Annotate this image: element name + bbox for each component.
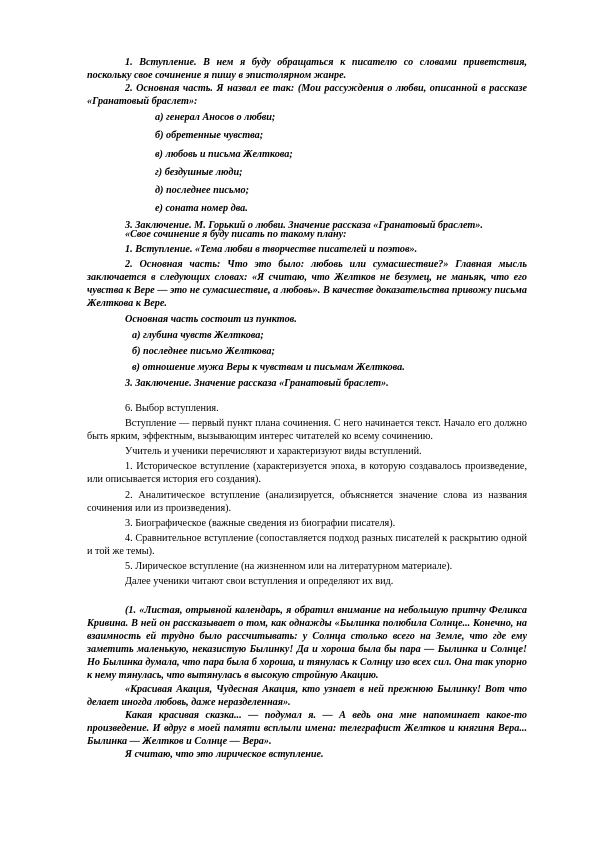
example-paragraph: Какая красивая сказка... — подумал я. — А ведь она мне напоминает какое-то произведение. И вдруг в моей памяти всплыли имена: телеграфист Желтков и княгиня Вера... Былинка — Желтков и Солнце — Вера». [87, 709, 527, 747]
example-paragraph: (1. «Листая, отрывной календарь, я обратил внимание на небольшую притчу Феликса Кривина. В ней он рассказывает о том, как однажды «Былинка полюбила Солнце... Конечно, на взаимность ей трудно было рассчитывать: у Солнца столько всего на Земле, что где ему заметить маленькую, неказистую Былинку! Да и хороша была бы пара — Былинка и Солнце! Но Былинка думала, что пара была б хороша, и тянулась к Солнцу изо всех сил. Она так упорно к нему тянулась, что вытянулась в высокую стройную Акацию. [87, 605, 527, 682]
intro-type-item: 4. Сравнительное вступление (сопоставляется подход разных писателей к раскрытию одной и той же темы). [87, 532, 527, 557]
section-intro-types [87, 402, 527, 588]
plan1-item: г) бездушные люди; [155, 166, 243, 178]
plan2-point-2: 2. Основная часть: Что это было: любовь или сумасшествие?» Главная мысль заключается в следующих словах: «Я считаю, что Желтков не безумец, не маньяк, что его чувства к Вере — это не сумасшествие, а любовь». В качестве доказательства привожу письма Желткова к Вере. [87, 259, 527, 310]
plan1-item: б) обретенные чувства; [155, 130, 264, 142]
intro-type-item: 1. Историческое вступление (характеризуется эпоха, в которую создавалось произведение, или описывается история его создания). [87, 461, 527, 486]
plan2-item: б) последнее письмо Желткова; [132, 345, 275, 357]
plan2-item: а) глубина чувств Желткова; [132, 329, 264, 341]
plan1-conclusion: 3. Заключение. М. Горький о любви. Значение рассказа «Гранатовый браслет». [125, 219, 483, 231]
plan2-subheading: Основная часть состоит из пунктов. [125, 313, 297, 325]
plan1-main-point: 2. Основная часть. Я назвал ее так: (Мои рассуждения о любви, описанной в рассказе «Гранатовый браслет»: [87, 83, 527, 108]
plan-1 [87, 56, 527, 232]
plan-2 [87, 228, 527, 390]
plan1-item: в) любовь и письма Желткова; [155, 148, 293, 160]
plan1-intro-point: 1. Вступление. В нем я буду обращаться к писателю со словами приветствия, поскольку свое сочинение я пишу в эпистолярном жанре. [87, 57, 527, 82]
plan1-item: е) соната номер два. [155, 202, 248, 214]
plan2-point-1: 1. Вступление. «Тема любви в творчестве писателей и поэтов». [125, 244, 418, 256]
section-paragraph: Далее ученики читают свои вступления и определяют их вид. [125, 576, 394, 588]
plan2-item: в) отношение мужа Веры к чувствам и письмам Желткова. [132, 361, 405, 373]
plan2-intro: «Свое сочинение я буду писать по такому плану: [125, 229, 347, 240]
section-heading: 6. Выбор вступления. [125, 403, 219, 414]
section-paragraph: Вступление — первый пункт плана сочинения. С него начинается текст. Начало его должно быть ярким, эффектным, вызывающим интерес читателей ко всему сочинению. [87, 418, 527, 443]
plan2-conclusion: 3. Заключение. Значение рассказа «Гранатовый браслет». [125, 377, 389, 389]
example-conclusion: Я считаю, что это лирическое вступление. [125, 749, 324, 761]
intro-type-item: 2. Аналитическое вступление (анализируется, объясняется значение слова из названия сочинения или из произведения). [87, 489, 527, 514]
example-introduction [87, 604, 527, 761]
example-paragraph: «Красивая Акация, Чудесная Акация, кто узнает в ней прежнюю Былинку! Вот что делает иногда любовь, даже неразделенная». [87, 683, 527, 708]
intro-type-item: 3. Биографическое (важные сведения из биографии писателя). [125, 517, 396, 529]
section-paragraph: Учитель и ученики перечисляют и характеризуют виды вступлений. [125, 446, 422, 458]
plan1-item: а) генерал Аносов о любви; [155, 112, 276, 124]
intro-type-item: 5. Лирическое вступление (на жизненном или на литературном материале). [125, 561, 453, 573]
plan1-item: д) последнее письмо; [155, 184, 250, 196]
